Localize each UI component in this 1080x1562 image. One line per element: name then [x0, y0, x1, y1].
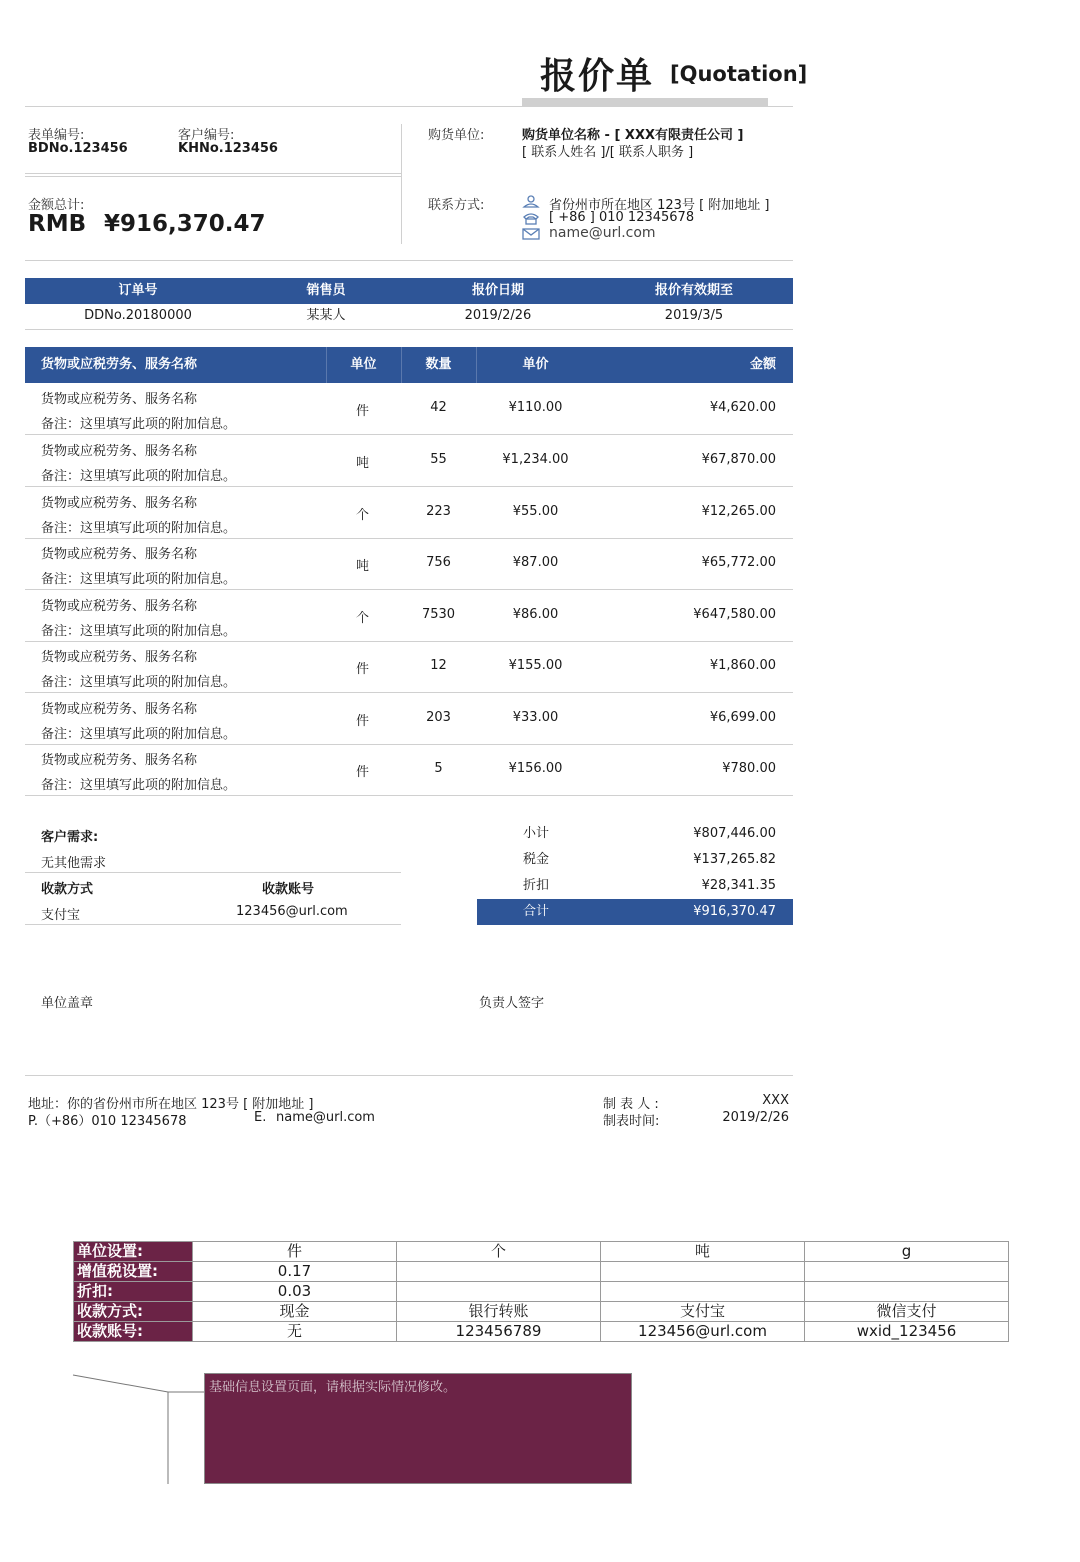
settings-cell[interactable]: g [805, 1242, 1009, 1262]
settings-cell[interactable]: 123456@url.com [601, 1322, 805, 1342]
settings-row-payment-method [74, 1302, 1009, 1322]
settings-cell[interactable] [397, 1262, 601, 1282]
table-row [25, 641, 793, 693]
customer-no-value: KHNo.123456 [178, 141, 278, 156]
item-price: ¥155.00 [508, 658, 563, 673]
item-note: 备注：这里填写此项的附加信息。 [41, 727, 237, 742]
grand-total-value: ¥916,370.47 [693, 904, 776, 919]
item-qty: 223 [426, 504, 451, 519]
items-header-amount: 金额 [749, 357, 776, 372]
items-header [25, 347, 793, 383]
item-name: 货物或应税劳务、服务名称 [41, 702, 198, 717]
document-title: 报价单 [540, 56, 655, 97]
settings-cell[interactable] [805, 1282, 1009, 1302]
discount-row [477, 873, 793, 899]
settings-row-vat [74, 1262, 1009, 1282]
order-no: DDNo.20180000 [84, 308, 192, 323]
discount-value: ¥28,341.35 [701, 878, 776, 893]
item-amount: ¥67,870.00 [701, 452, 776, 467]
item-name: 货物或应税劳务、服务名称 [41, 392, 198, 407]
item-amount: ¥6,699.00 [709, 710, 776, 725]
item-price: ¥87.00 [512, 555, 559, 570]
item-qty: 203 [426, 710, 451, 725]
divider [25, 260, 793, 261]
settings-cell[interactable]: 0.17 [193, 1262, 397, 1282]
settings-note-text: 基础信息设置页面，请根据实际情况修改。 [209, 1380, 457, 1395]
callout-connector [70, 1372, 210, 1487]
settings-cell[interactable] [805, 1262, 1009, 1282]
settings-cell[interactable]: 123456789 [397, 1322, 601, 1342]
buyer-contact: [ 联系人姓名 ]/[ 联系人职务 ] [522, 145, 694, 160]
footer-email-prefix: E. [254, 1110, 267, 1125]
item-amount: ¥4,620.00 [709, 400, 776, 415]
form-no-value: BDNo.123456 [28, 141, 128, 156]
maker-value: XXX [762, 1093, 789, 1108]
total-amount-label: 金额总计: [28, 198, 85, 213]
item-price: ¥110.00 [508, 400, 563, 415]
item-unit: 件 [355, 662, 369, 677]
item-amount: ¥65,772.00 [701, 555, 776, 570]
items-header-unit: 单位 [350, 357, 377, 372]
item-amount: ¥12,265.00 [701, 504, 776, 519]
item-amount: ¥1,860.00 [709, 658, 776, 673]
item-price: ¥55.00 [512, 504, 559, 519]
item-amount: ¥647,580.00 [693, 607, 776, 622]
order-header [25, 278, 793, 304]
requirements-label: 客户需求: [41, 830, 99, 845]
items-header-qty: 数量 [425, 357, 452, 372]
divider [25, 176, 401, 177]
payment-account-label: 收款账号 [262, 882, 315, 897]
time-label: 制表时间: [603, 1114, 660, 1129]
contact-phone: [ +86 ] 010 12345678 [549, 210, 695, 225]
settings-cell[interactable] [397, 1282, 601, 1302]
item-unit: 吨 [355, 559, 369, 574]
contact-address: 省份州市所在地区 123号 [ 附加地址 ] [549, 198, 770, 213]
tax-row [477, 847, 793, 873]
buyer-label: 购货单位: [428, 128, 485, 143]
sign-label: 负责人签字 [479, 996, 545, 1011]
divider [25, 173, 401, 174]
settings-cell[interactable]: 吨 [601, 1242, 805, 1262]
order-date: 2019/2/26 [464, 308, 532, 323]
item-price: ¥33.00 [512, 710, 559, 725]
item-unit: 件 [355, 765, 369, 780]
settings-cell[interactable]: 0.03 [193, 1282, 397, 1302]
item-name: 货物或应税劳务、服务名称 [41, 547, 198, 562]
divider [25, 329, 793, 330]
table-row [25, 487, 793, 539]
settings-cell[interactable]: 支付宝 [601, 1302, 805, 1322]
item-price: ¥86.00 [512, 607, 559, 622]
item-unit: 个 [355, 508, 369, 523]
requirements-value: 无其他需求 [41, 856, 107, 871]
seal-label: 单位盖章 [41, 996, 94, 1011]
tax-value: ¥137,265.82 [693, 852, 776, 867]
buyer-name: 购货单位名称 - [ XXX有限责任公司 ] [522, 128, 744, 143]
settings-row-payment-account [74, 1322, 1009, 1342]
mail-icon [523, 229, 539, 239]
table-row [25, 744, 793, 796]
item-qty: 756 [426, 555, 451, 570]
payment-account: 123456@url.com [236, 904, 348, 919]
item-unit: 件 [355, 404, 369, 419]
item-note: 备注：这里填写此项的附加信息。 [41, 624, 237, 639]
item-qty: 42 [430, 400, 447, 415]
item-qty: 12 [430, 658, 447, 673]
item-note: 备注：这里填写此项的附加信息。 [41, 572, 237, 587]
item-name: 货物或应税劳务、服务名称 [41, 496, 198, 511]
payment-method: 支付宝 [41, 908, 81, 923]
settings-cell[interactable]: 微信支付 [805, 1302, 1009, 1322]
contact-label: 联系方式: [428, 198, 485, 213]
location-icon [524, 196, 538, 207]
settings-label: 单位设置: [74, 1242, 193, 1262]
phone-icon [524, 214, 538, 224]
item-unit: 件 [355, 714, 369, 729]
item-name: 货物或应税劳务、服务名称 [41, 753, 198, 768]
subtotal-value: ¥807,446.00 [693, 826, 776, 841]
item-note: 备注：这里填写此项的附加信息。 [41, 417, 237, 432]
item-price: ¥156.00 [508, 761, 563, 776]
item-price: ¥1,234.00 [502, 452, 569, 467]
order-header-date: 报价日期 [471, 283, 524, 298]
settings-cell[interactable]: 现金 [193, 1302, 397, 1322]
settings-cell[interactable]: 个 [397, 1242, 601, 1262]
item-unit: 个 [355, 611, 369, 626]
payment-method-label: 收款方式 [41, 882, 94, 897]
settings-row-unit [74, 1242, 1009, 1262]
settings-cell[interactable] [601, 1262, 805, 1282]
footer-address: 地址：你的省份州市所在地区 123号 [ 附加地址 ] [28, 1097, 314, 1112]
discount-label: 折扣 [522, 878, 549, 893]
table-row [25, 383, 793, 435]
divider [25, 924, 401, 925]
settings-cell[interactable] [601, 1282, 805, 1302]
item-note: 备注：这里填写此项的附加信息。 [41, 675, 237, 690]
settings-note-box [204, 1373, 632, 1484]
footer-phone: P.（+86）010 12345678 [28, 1114, 187, 1129]
form-no-label: 表单编号: [28, 128, 85, 143]
contact-icons [521, 193, 541, 243]
order-sales: 某某人 [306, 308, 346, 323]
table-row [25, 435, 793, 487]
items-header-price: 单价 [522, 357, 549, 372]
table-row [25, 693, 793, 745]
divider [25, 872, 401, 873]
divider [25, 106, 793, 107]
customer-no-label: 客户编号: [178, 128, 235, 143]
settings-cell[interactable]: wxid_123456 [805, 1322, 1009, 1342]
document-title-en: [Quotation] [670, 62, 808, 86]
order-valid: 2019/3/5 [664, 308, 724, 323]
item-qty: 5 [434, 761, 443, 776]
total-amount-value: ¥916,370.47 [104, 211, 266, 237]
settings-row-discount [74, 1282, 1009, 1302]
item-note: 备注：这里填写此项的附加信息。 [41, 469, 237, 484]
vertical-divider [401, 124, 402, 244]
order-header-sales: 销售员 [306, 283, 346, 298]
settings-label: 收款方式: [74, 1302, 193, 1322]
settings-label: 折扣: [74, 1282, 193, 1302]
divider [25, 1075, 793, 1076]
subtotal-label: 小计 [522, 826, 549, 841]
item-qty: 55 [430, 452, 447, 467]
table-row [25, 538, 793, 590]
item-name: 货物或应税劳务、服务名称 [41, 650, 198, 665]
order-header-no: 订单号 [118, 283, 158, 298]
footer-email[interactable]: name@url.com [276, 1110, 375, 1125]
time-value: 2019/2/26 [722, 1110, 789, 1125]
settings-cell[interactable]: 件 [193, 1242, 397, 1262]
total-currency: RMB [28, 211, 87, 237]
order-header-valid: 报价有效期至 [654, 283, 733, 298]
item-unit: 吨 [355, 456, 369, 471]
settings-label: 增值税设置: [74, 1262, 193, 1282]
settings-table [73, 1241, 1009, 1342]
title-underline [522, 98, 768, 106]
item-note: 备注：这里填写此项的附加信息。 [41, 521, 237, 536]
grand-total-label: 合计 [522, 904, 549, 919]
table-row [25, 590, 793, 642]
tax-label: 税金 [522, 852, 549, 867]
item-name: 货物或应税劳务、服务名称 [41, 599, 198, 614]
settings-label: 收款账号: [74, 1322, 193, 1342]
items-header-name: 货物或应税劳务、服务名称 [41, 357, 198, 372]
item-qty: 7530 [421, 607, 456, 622]
subtotal-row [477, 821, 793, 847]
settings-cell[interactable]: 银行转账 [397, 1302, 601, 1322]
item-amount: ¥780.00 [722, 761, 776, 776]
maker-label: 制 表 人 : [603, 1097, 659, 1112]
grand-total-row [477, 899, 793, 925]
contact-email[interactable]: name@url.com [549, 225, 656, 241]
item-name: 货物或应税劳务、服务名称 [41, 444, 198, 459]
item-note: 备注：这里填写此项的附加信息。 [41, 778, 237, 793]
order-row [25, 303, 793, 329]
settings-cell[interactable]: 无 [193, 1322, 397, 1342]
